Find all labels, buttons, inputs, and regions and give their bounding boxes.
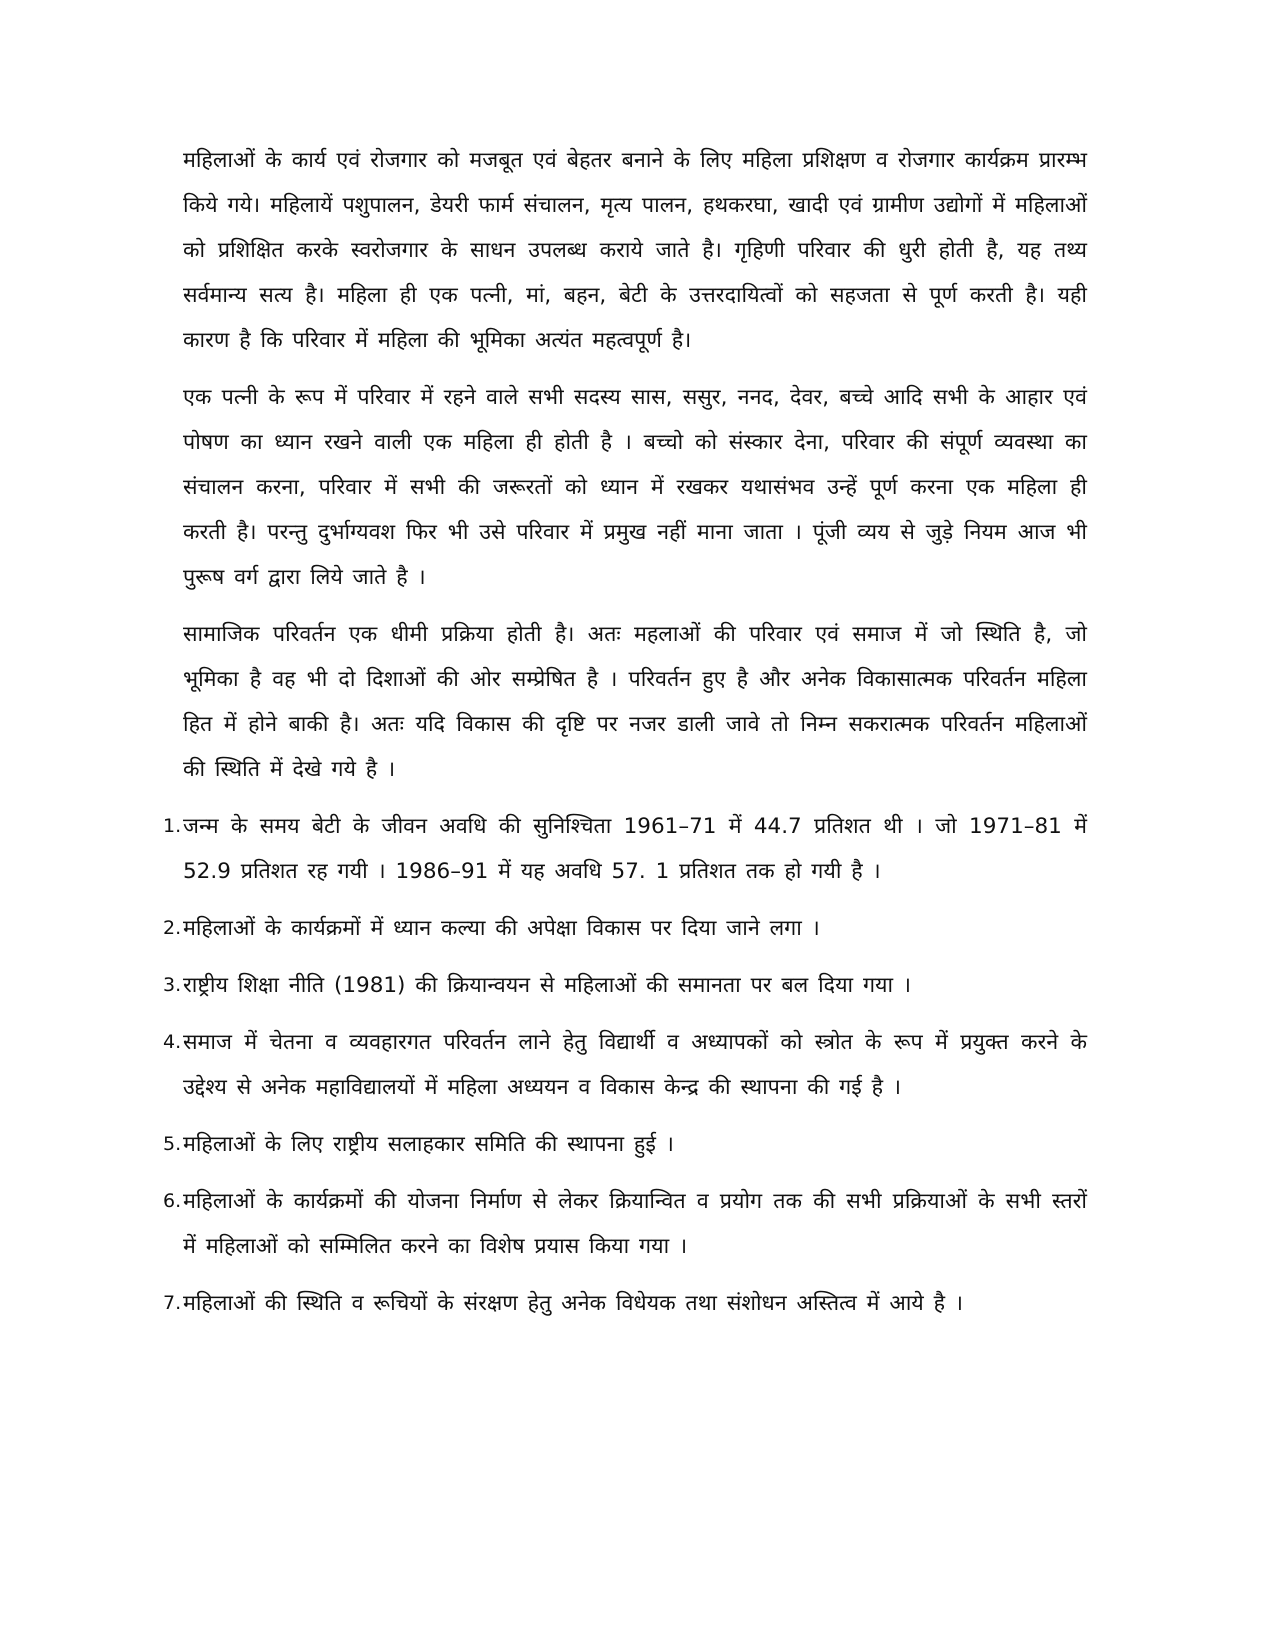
list-item xyxy=(163,804,1087,894)
list-item-text: जन्म के समय बेटी के जीवन अवधि की सुनिश्चिता 1961–71 में 44.7 प्रतिशत थी । जो 1971–81 में 52.9 प्रतिशत रह गयी । 1986–91 में यह अवधि 57. 1 प्रतिशत तक हो गयी है । xyxy=(183,814,1087,884)
list-item-number: 5. xyxy=(163,1133,182,1155)
list-item xyxy=(163,906,1087,951)
list-item-number: 6. xyxy=(163,1190,182,1212)
list-item-text: महिलाओं की स्थिति व रूचियों के संरक्षण हेतु अनेक विधेयक तथा संशोधन अस्तित्व में आये है । xyxy=(183,1291,964,1316)
list-item xyxy=(163,1020,1087,1110)
document-body xyxy=(163,138,1087,1338)
list-item-text: राष्ट्रीय शिक्षा नीति (1981) की क्रियान्वयन से महिलाओं की समानता पर बल दिया गया । xyxy=(183,973,912,998)
list-item-text: महिलाओं के कार्यक्रमों में ध्यान कल्या की अपेक्षा विकास पर दिया जाने लगा । xyxy=(183,916,820,941)
list-item xyxy=(163,1179,1087,1269)
changes-list xyxy=(163,804,1087,1326)
list-item-text: समाज में चेतना व व्यवहारगत परिवर्तन लाने हेतु विद्यार्थी व अध्यापकों को स्त्रोत के रूप में प्रयुक्त करने के उद्देश्य से अनेक महाविद्यालयों में महिला अध्ययन व विकास केन्द्र की स्थापना की गई है । xyxy=(183,1030,1087,1100)
paragraph-women-employment: महिलाओं के कार्य एवं रोजगार को मजबूत एवं बेहतर बनाने के लिए महिला प्रशिक्षण व रोजगार कार्यक्रम प्रारम्भ किये गये। महिलायें पशुपालन, डेयरी फार्म संचालन, मृत्य पालन, हथकरघा, खादी एवं ग्रामीण उद्योगों में महिलाओं को प्रशिक्षित करके स्वरोजगार के साधन उपलब्ध कराये जाते है। गृहिणी परिवार की धुरी होती है, यह तथ्य सर्वमान्य सत्य है। महिला ही एक पत्नी, मां, बहन, बेटी के उत्तरदायित्वों को सहजता से पूर्ण करती है। यही कारण है कि परिवार में महिला की भूमिका अत्यंत महत्वपूर्ण है। xyxy=(183,148,1087,353)
list-item xyxy=(163,1281,1087,1326)
list-item-text: महिलाओं के कार्यक्रमों की योजना निर्माण से लेकर क्रियान्वित व प्रयोग तक की सभी प्रक्रियाओं के सभी स्तरों में महिलाओं को सम्मिलित करने का विशेष प्रयास किया गया । xyxy=(183,1189,1087,1259)
paragraph-wife-role: एक पत्नी के रूप में परिवार में रहने वाले सभी सदस्य सास, ससुर, ननद, देवर, बच्चे आदि सभी के आहार एवं पोषण का ध्यान रखने वाली एक महिला ही होती है । बच्चो को संस्कार देना, परिवार की संपूर्ण व्यवस्था का संचालन करना, परिवार में सभी की जरूरतों को ध्यान में रखकर यथासंभव उन्हें पूर्ण करना एक महिला ही करती है। परन्तु दुर्भाग्यवश फिर भी उसे परिवार में प्रमुख नहीं माना जाता । पूंजी व्यय से जुड़े नियम आज भी पुरूष वर्ग द्वारा लिये जाते है । xyxy=(183,385,1087,590)
list-item-number: 4. xyxy=(163,1031,182,1053)
list-item-number: 1. xyxy=(163,815,182,837)
list-item-number: 3. xyxy=(163,974,182,996)
paragraph-social-change: सामाजिक परिवर्तन एक धीमी प्रक्रिया होती है। अतः महलाओं की परिवार एवं समाज में जो स्थिति है, जो भूमिका है वह भी दो दिशाओं की ओर सम्प्रेषित है । परिवर्तन हुए है और अनेक विकासात्मक परिवर्तन महिला हित में होने बाकी है। अतः यदि विकास की दृष्टि पर नजर डाली जावे तो निम्न सकरात्मक परिवर्तन महिलाओं की स्थिति में देखे गये है । xyxy=(183,622,1087,782)
list-item-number: 2. xyxy=(163,917,182,939)
list-item-text: महिलाओं के लिए राष्ट्रीय सलाहकार समिति की स्थापना हुई । xyxy=(183,1132,674,1157)
list-item xyxy=(163,1122,1087,1167)
list-item-number: 7. xyxy=(163,1292,182,1314)
list-item xyxy=(163,963,1087,1008)
